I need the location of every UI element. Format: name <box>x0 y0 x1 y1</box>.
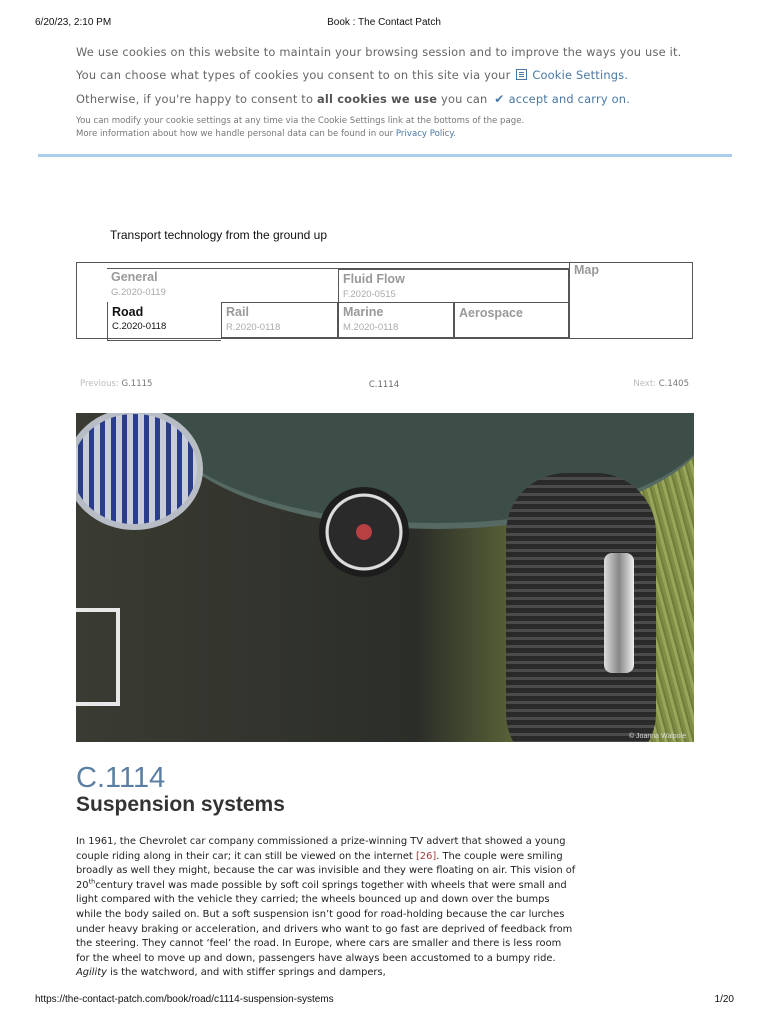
print-datetime: 6/20/23, 2:10 PM <box>35 17 112 28</box>
cookie-text-line3 <box>76 92 630 106</box>
settings-icon <box>516 69 527 80</box>
privacy-policy-link[interactable]: Privacy Policy. <box>395 129 456 139</box>
cookie-line3-prefix: Otherwise, if you're happy to consent to <box>76 92 314 106</box>
print-page-number: 1/20 <box>714 994 734 1005</box>
next-value: C.1405 <box>658 379 689 389</box>
reference-link[interactable]: [26] <box>415 850 437 862</box>
nav-general-code: G.2020-0119 <box>111 287 166 298</box>
checkmark-icon: ✔ <box>494 92 505 106</box>
number-plate-frame <box>76 608 120 706</box>
photo-credit: © Joanna Walpole <box>628 733 686 740</box>
cookie-settings-link[interactable]: Cookie Settings. <box>532 68 629 82</box>
body-text-2: . The couple were smiling broadly as well they might, because the car was invisible and they were floating on air. This vision of 20 <box>76 850 576 891</box>
nav-aerospace[interactable] <box>454 302 569 338</box>
cookie-small-text2 <box>76 129 456 139</box>
nav-road[interactable] <box>107 302 221 341</box>
previous-value: G.1115 <box>121 379 153 389</box>
nav-road-label: Road <box>112 305 144 319</box>
wheel-hub <box>604 553 634 673</box>
page-title: Suspension systems <box>76 793 285 816</box>
nav-aerospace-label: Aerospace <box>459 306 523 320</box>
nav-fluid-flow-code: F.2020-0515 <box>343 289 396 300</box>
nav-map[interactable] <box>569 262 690 338</box>
body-text-3: century travel was made possible by soft coil springs together with wheels that were small and light compared with the vehicle they carried; the wheels bounced up and down over the bumps while the body sailed on. But a soft suspension isn’t good for road-holding because the car lurches under heavy braking or acceleration, and drivers who want to go fast are deprived of feedback from the steering. They cannot ‘feel’ the road. In Europe, where cars are smaller and there is less room for the wheel to move up and down, passengers have always been accustomed to a bumpy ride. <box>76 879 573 964</box>
cookie-line3-mid: you can <box>441 92 488 106</box>
article-body <box>76 835 576 981</box>
nav-fluid-flow[interactable] <box>338 269 569 303</box>
body-italic: Agility <box>76 967 107 979</box>
nav-rail-code: R.2020-0118 <box>226 322 281 333</box>
nav-map-label: Map <box>574 263 599 277</box>
nav-marine-code: M.2020-0118 <box>343 322 399 333</box>
nav-general[interactable] <box>107 268 338 302</box>
nav-marine-label: Marine <box>343 305 384 319</box>
cookie-line3-bold: all cookies we use <box>316 92 438 106</box>
current-page-code: C.1114 <box>368 380 400 390</box>
nav-rail-label: Rail <box>226 305 249 319</box>
print-page-title: Book : The Contact Patch <box>327 17 441 28</box>
cookie-text-line2 <box>76 68 628 82</box>
article-code: C.1114 <box>76 762 166 794</box>
nav-rail[interactable] <box>221 302 338 338</box>
nav-general-label: General <box>111 270 158 284</box>
previous-label: Previous: <box>80 379 119 389</box>
nav-fluid-flow-label: Fluid Flow <box>343 272 405 286</box>
nav-road-code: C.2020-0118 <box>112 321 167 332</box>
banner-divider <box>38 154 732 157</box>
body-text-1: In 1961, the Chevrolet car company commissioned a prize-winning TV advert that showed a young couple riding along in their car; it can still be viewed on the internet <box>76 836 566 862</box>
next-link[interactable] <box>633 379 689 389</box>
nav-marine[interactable] <box>338 302 454 338</box>
ordinal-superscript: th <box>88 877 96 886</box>
print-url: https://the-contact-patch.com/book/road/c1114-suspension-systems <box>35 994 334 1005</box>
hero-photo <box>76 413 694 742</box>
shock-absorber-badge <box>319 487 409 577</box>
site-tagline: Transport technology from the ground up <box>110 228 328 242</box>
body-text-4: is the watchword, and with stiffer springs and dampers, <box>110 967 386 979</box>
cookie-line2-text: You can choose what types of cookies you consent to on this site via your <box>76 68 511 82</box>
cookie-small2-prefix: More information about how we handle personal data can be found in our <box>76 129 394 139</box>
cookie-small-text1: You can modify your cookie settings at any time via the Cookie Settings link at the bottoms of the page. <box>76 116 525 126</box>
headlamp <box>76 413 203 530</box>
accept-cookies-link[interactable]: accept and carry on. <box>508 92 631 106</box>
cookie-text-line1: We use cookies on this website to maintain your browsing session and to improve the ways you use it. <box>76 45 682 59</box>
next-label: Next: <box>633 379 657 389</box>
